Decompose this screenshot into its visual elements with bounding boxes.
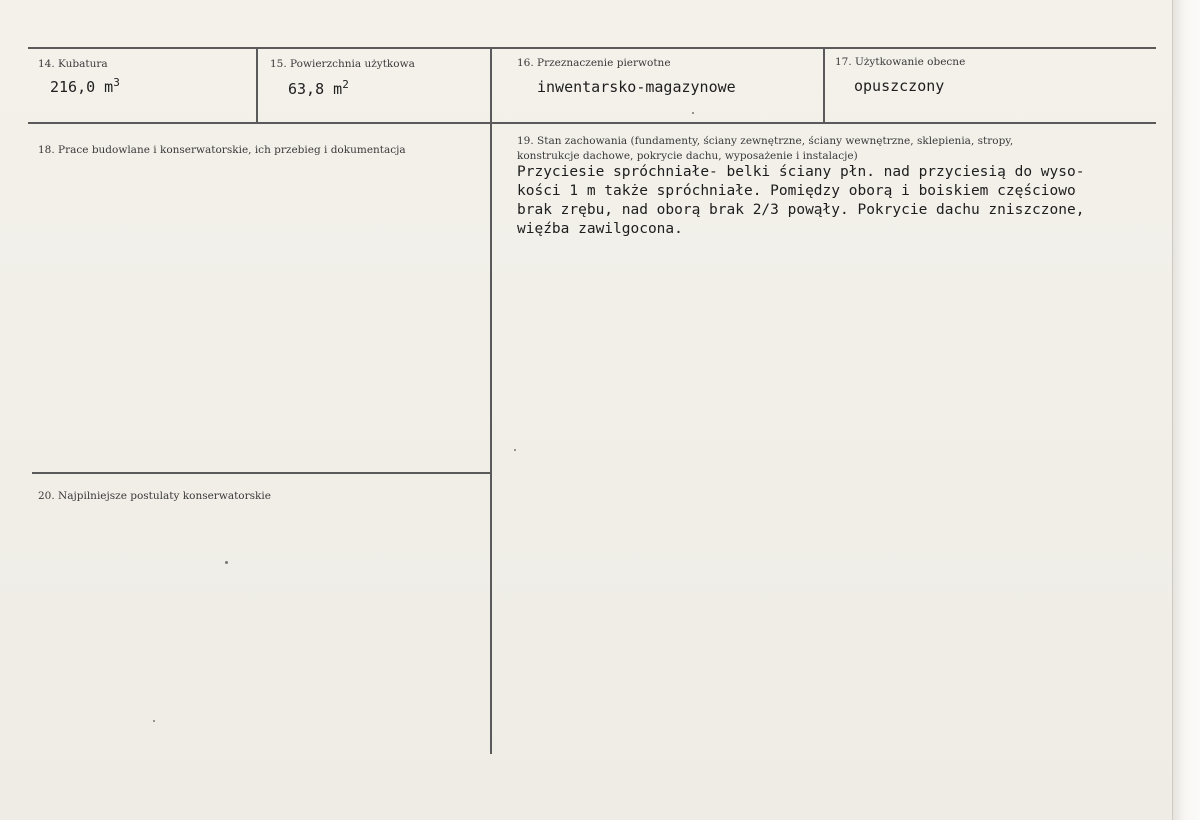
uzytkowanie-label: 17. Użytkowanie obecne bbox=[835, 56, 966, 68]
stan-line-4: więźba zawilgocona. bbox=[517, 221, 683, 237]
top-rule bbox=[28, 47, 1156, 49]
powierzchnia-value: 63,8 $m^2$ bbox=[288, 78, 349, 98]
postulaty-label: 20. Najpilniejsze postulaty konserwatorskie bbox=[38, 490, 271, 502]
paper-speck bbox=[225, 561, 228, 564]
middle-left-rule bbox=[32, 472, 492, 474]
przeznaczenie-value: inwentarsko-magazynowe bbox=[537, 78, 736, 96]
powierzchnia-label: 15. Powierzchnia użytkowa bbox=[270, 58, 415, 70]
uzytkowanie-value: opuszczony bbox=[854, 77, 945, 95]
stan-description bbox=[517, 163, 1157, 239]
przeznaczenie-label: 16. Przeznaczenie pierwotne bbox=[517, 57, 671, 69]
paper-speck bbox=[692, 112, 694, 114]
divider-14-15 bbox=[256, 48, 258, 122]
stan-line-3: brak zrębu, nad oborą brak 2/3 powąły. Pokrycie dachu zniszczone, bbox=[517, 202, 1085, 218]
divider-main bbox=[490, 48, 492, 754]
stan-line-1: Przyciesie spróchniałe- belki ściany płn. nad przyciesią do wyso- bbox=[517, 164, 1085, 180]
kubatura-value: 216,0 $m^3$ bbox=[50, 76, 120, 96]
header-bottom-rule bbox=[28, 122, 1156, 124]
kubatura-label: 14. Kubatura bbox=[38, 58, 108, 70]
stan-label-line1: 19. Stan zachowania (fundamenty, ściany zewnętrzne, ściany wewnętrzne, sklepienia, stropy, bbox=[517, 135, 1014, 147]
stan-label-line2: konstrukcje dachowe, pokrycie dachu, wyposażenie i instalacje) bbox=[517, 150, 858, 162]
divider-16-17 bbox=[823, 48, 825, 122]
stan-line-2: kości 1 m także spróchniałe. Pomiędzy oborą i boiskiem częściowo bbox=[517, 183, 1076, 199]
prace-label: 18. Prace budowlane i konserwatorskie, ich przebieg i dokumentacja bbox=[38, 144, 406, 156]
paper-speck bbox=[514, 449, 516, 451]
paper-speck bbox=[153, 720, 155, 722]
page-edge bbox=[1172, 0, 1200, 820]
